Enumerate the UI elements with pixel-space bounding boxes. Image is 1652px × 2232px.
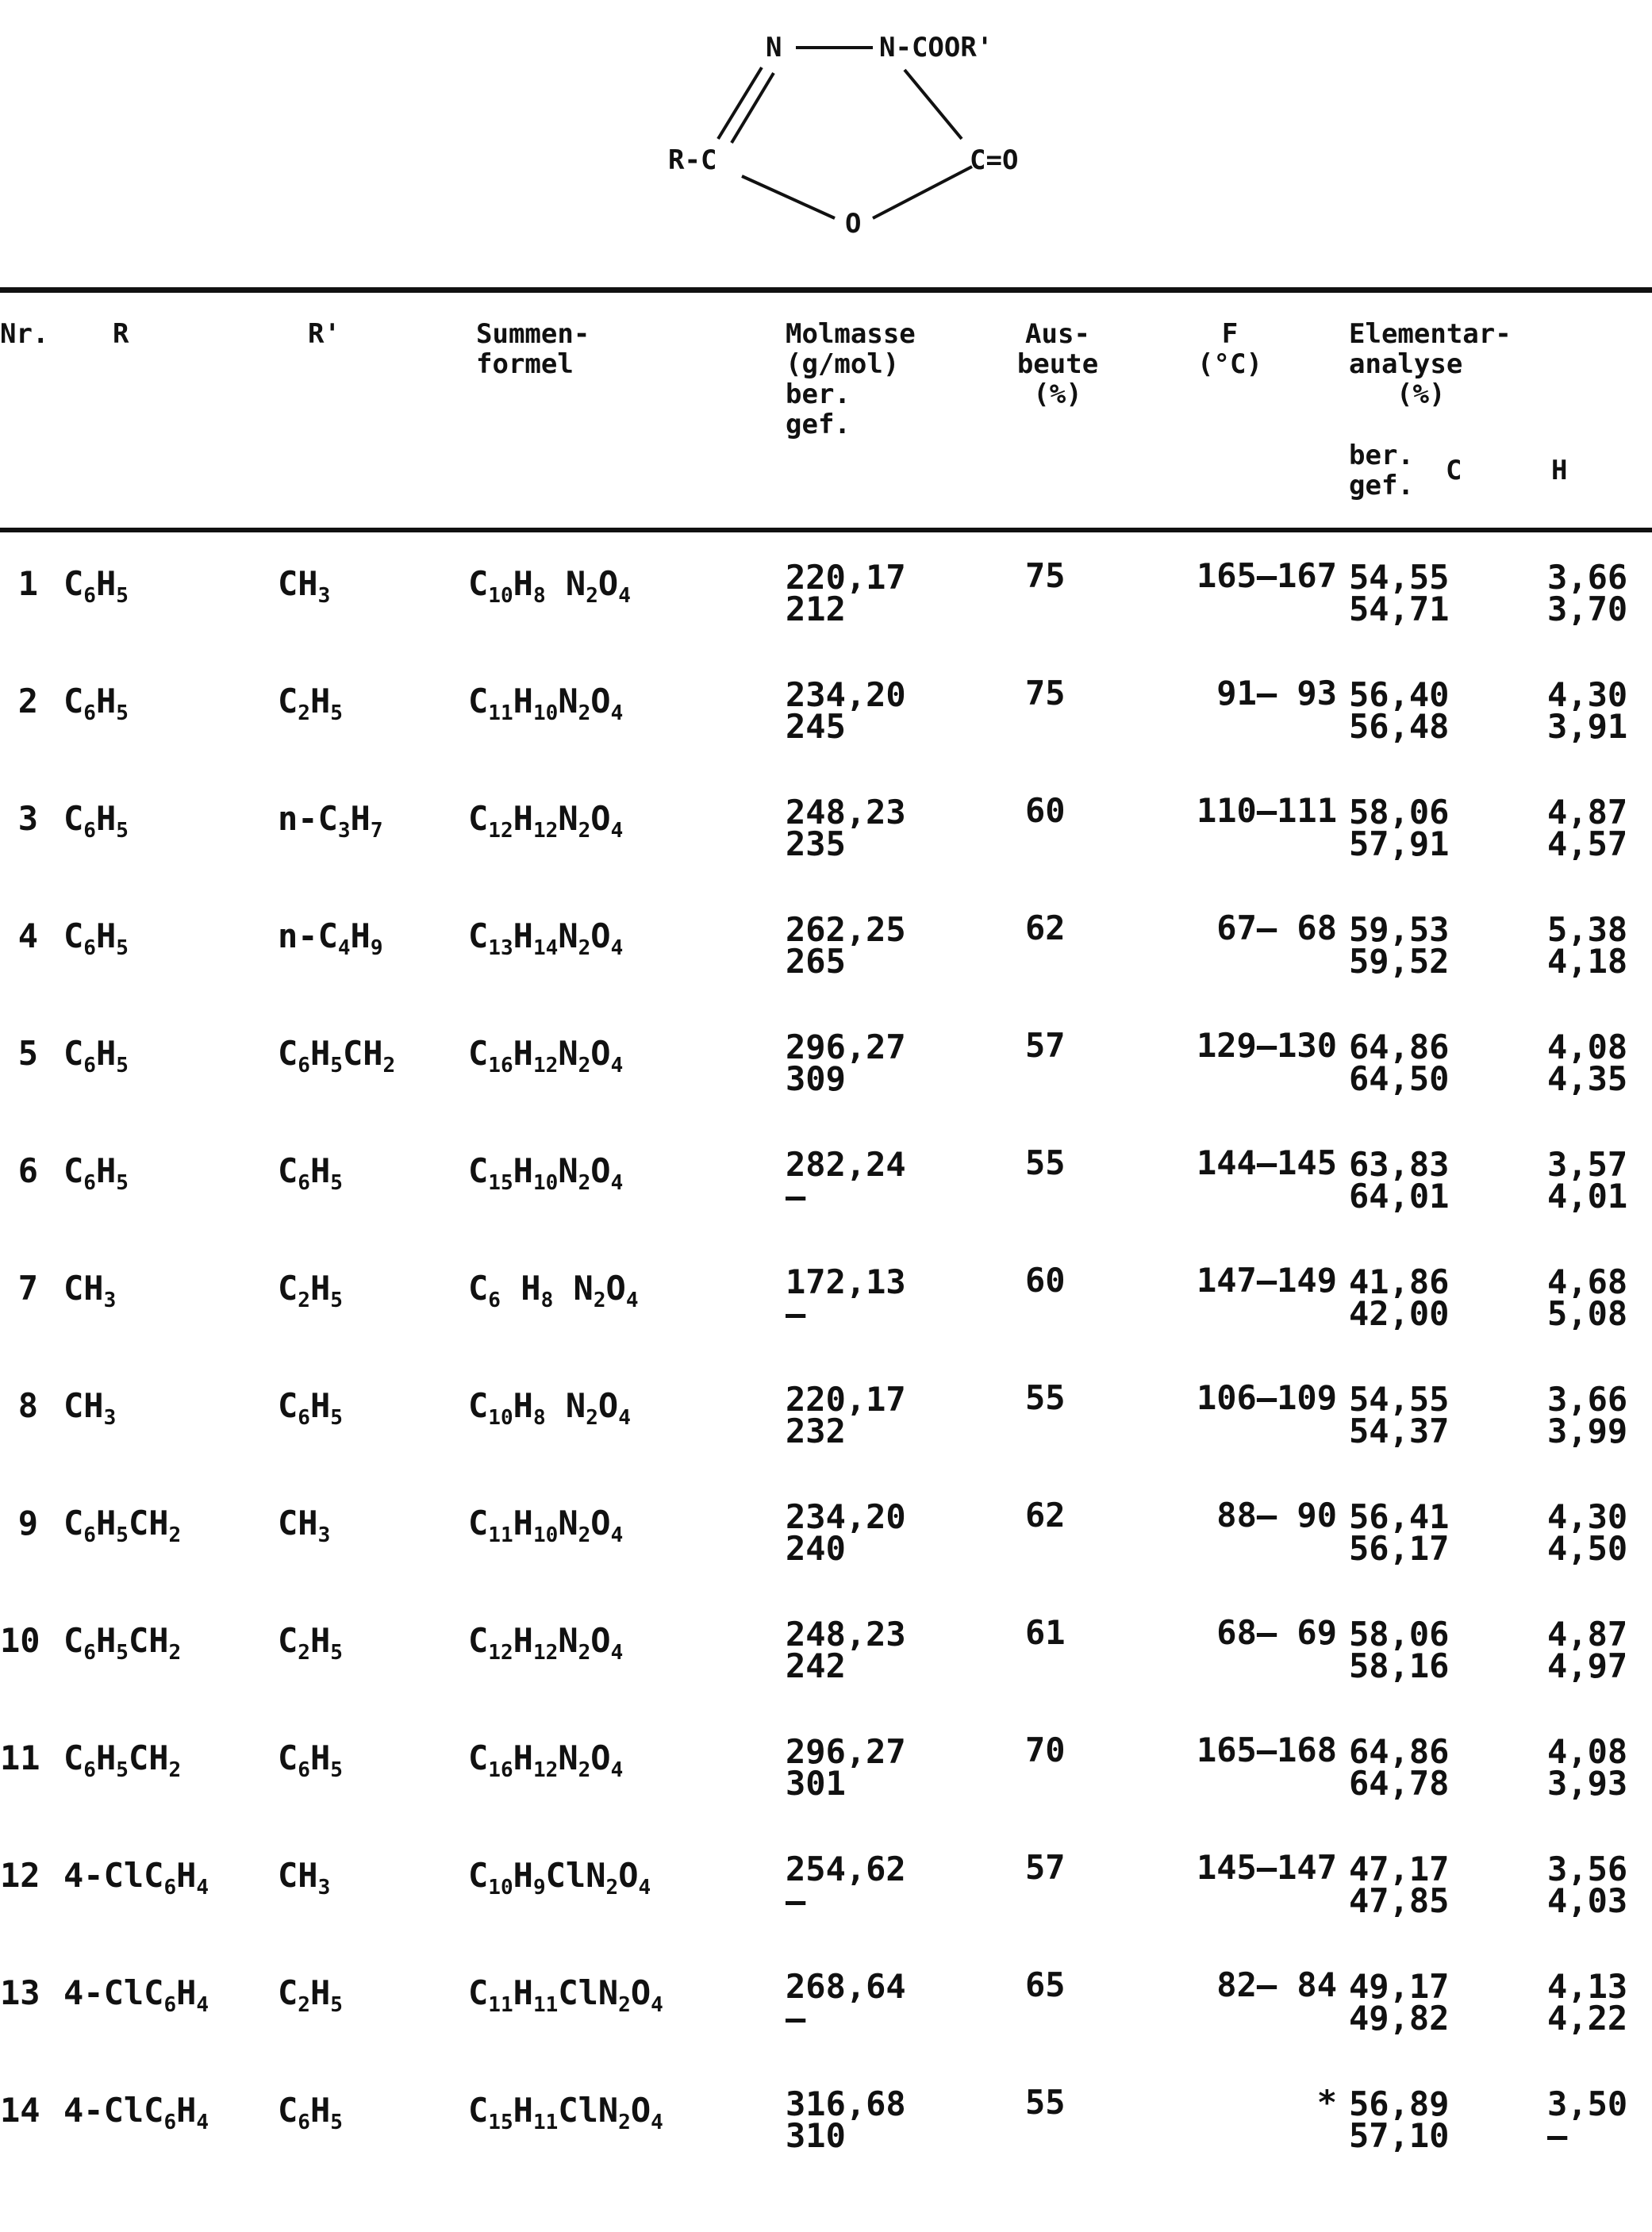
cell-c: 63,83 64,01: [1349, 1145, 1450, 1216]
cell-r: $C_6H_5$: [63, 564, 129, 609]
cell-c: 54,55 54,37: [1349, 1380, 1450, 1450]
cell-r: $C_6H_5CH_2$: [63, 1738, 182, 1783]
cell-formula: $C_{12}H_{12}N_2O_4$: [468, 799, 624, 843]
cell-formula: $C_{16}H_{12}N_2O_4$: [468, 1738, 624, 1783]
cell-molmass: 234,20 245: [786, 675, 906, 746]
cell-formula: $C_{15}H_{11}ClN_2O_4$: [468, 2091, 663, 2135]
cell-c: 49,17 49,82: [1349, 1967, 1450, 2038]
cell-r: $CH_3$: [63, 1386, 117, 1431]
cell-formula: $C_{15}H_{10}N_2O_4$: [468, 1151, 624, 1196]
cell-melting-point: 67– 68: [1216, 909, 1337, 947]
cell-yield: 75: [1025, 674, 1066, 713]
cell-yield: 55: [1025, 1143, 1066, 1182]
header-h: H: [1551, 455, 1568, 486]
cell-r-prime: $C_6H_5CH_2$: [278, 1034, 396, 1078]
cell-r-prime: $C_6H_5$: [278, 1151, 343, 1196]
cell-r-prime: $C_2H_5$: [278, 1973, 343, 2018]
cell-nr: 8: [17, 1386, 38, 1425]
cell-yield: 62: [1025, 909, 1066, 947]
cell-r: $4-ClC_6H_4$: [63, 1856, 209, 1900]
cell-molmass: 220,17 212: [786, 558, 906, 628]
cell-melting-point: 144–145: [1196, 1143, 1337, 1182]
cell-molmass: 268,64 –: [786, 1967, 906, 2038]
cell-c: 64,86 64,78: [1349, 1732, 1450, 1803]
cell-nr: 14: [0, 2091, 40, 2130]
table-top-rule: [0, 287, 1652, 293]
cell-melting-point: 129–130: [1196, 1026, 1337, 1065]
cell-c: 56,41 56,17: [1349, 1497, 1450, 1568]
cell-formula: $C_{16}H_{12}N_2O_4$: [468, 1034, 624, 1078]
cell-molmass: 172,13 –: [786, 1262, 906, 1333]
cell-h: 5,38 4,18: [1547, 910, 1628, 981]
header-yield: Aus- beute (%): [1016, 318, 1099, 410]
cell-melting-point: 165–167: [1196, 556, 1337, 595]
cell-h: 4,13 4,22: [1547, 1967, 1628, 2038]
header-elemental-analysis: Elementar- analyse (%): [1349, 318, 1512, 410]
header-nr: Nr.: [0, 318, 49, 350]
bond-o-co: [873, 167, 972, 218]
cell-nr: 2: [17, 682, 38, 720]
cell-h: 4,08 3,93: [1547, 1732, 1628, 1803]
cell-molmass: 282,24 –: [786, 1145, 906, 1216]
header-r: R: [113, 318, 129, 350]
bond-n-co: [905, 70, 962, 139]
cell-r: $C_6H_5$: [63, 799, 129, 843]
cell-yield: 65: [1025, 1965, 1066, 2004]
cell-formula: $C_6$ $H_8$ $N_2O_4$: [468, 1269, 639, 1313]
bond-c-o: [742, 176, 835, 218]
cell-h: 3,50 –: [1547, 2084, 1628, 2155]
cell-r-prime: $C_2H_5$: [278, 1269, 343, 1313]
cell-nr: 12: [0, 1856, 40, 1895]
cell-melting-point: 145–147: [1196, 1848, 1337, 1887]
cell-formula: $C_{10}H_8$ $N_2O_4$: [468, 1386, 631, 1431]
cell-molmass: 234,20 240: [786, 1497, 906, 1568]
cell-r: $4-ClC_6H_4$: [63, 2091, 209, 2135]
cell-formula: $C_{10}H_9ClN_2O_4$: [468, 1856, 651, 1900]
cell-nr: 13: [0, 1973, 40, 2012]
header-r-prime: R': [308, 318, 340, 350]
cell-c: 59,53 59,52: [1349, 910, 1450, 981]
cell-c: 64,86 64,50: [1349, 1028, 1450, 1098]
cell-yield: 57: [1025, 1026, 1066, 1065]
cell-r-prime: $CH_3$: [278, 1856, 331, 1900]
cell-molmass: 248,23 242: [786, 1615, 906, 1685]
cell-molmass: 296,27 309: [786, 1028, 906, 1098]
cell-melting-point: 110–111: [1196, 791, 1337, 830]
cell-h: 4,30 4,50: [1547, 1497, 1628, 1568]
cell-molmass: 248,23 235: [786, 793, 906, 863]
atom-o: O: [845, 208, 862, 240]
cell-c: 54,55 54,71: [1349, 558, 1450, 628]
cell-formula: $C_{11}H_{11}ClN_2O_4$: [468, 1973, 663, 2018]
cell-yield: 55: [1025, 2083, 1066, 2122]
cell-r-prime: $C_6H_5$: [278, 1738, 343, 1783]
structure-bonds: [0, 0, 1652, 270]
cell-nr: 1: [17, 564, 38, 603]
cell-nr: 11: [0, 1738, 40, 1777]
cell-r-prime: $C_6H_5$: [278, 2091, 343, 2135]
cell-yield: 57: [1025, 1848, 1066, 1887]
cell-h: 4,68 5,08: [1547, 1262, 1628, 1333]
cell-r: $C_6H_5CH_2$: [63, 1504, 182, 1548]
cell-r: $CH_3$: [63, 1269, 117, 1313]
cell-h: 4,87 4,97: [1547, 1615, 1628, 1685]
cell-r-prime: $CH_3$: [278, 1504, 331, 1548]
cell-formula: $C_{12}H_{12}N_2O_4$: [468, 1621, 624, 1665]
cell-c: 58,06 58,16: [1349, 1615, 1450, 1685]
cell-r-prime: $C_2H_5$: [278, 682, 343, 726]
cell-melting-point: 91– 93: [1216, 674, 1337, 713]
cell-yield: 60: [1025, 791, 1066, 830]
cell-r: $C_6H_5$: [63, 1151, 129, 1196]
header-ber-gef: ber. gef.: [1349, 440, 1414, 501]
atom-n1: N: [766, 32, 782, 63]
cell-nr: 5: [17, 1034, 38, 1073]
cell-h: 4,30 3,91: [1547, 675, 1628, 746]
cell-formula: $C_{11}H_{10}N_2O_4$: [468, 1504, 624, 1548]
cell-molmass: 262,25 265: [786, 910, 906, 981]
header-molmass: Molmasse (g/mol) ber. gef.: [786, 318, 916, 440]
cell-r: $C_6H_5$: [63, 1034, 129, 1078]
cell-nr: 10: [0, 1621, 40, 1660]
cell-c: 56,89 57,10: [1349, 2084, 1450, 2155]
cell-nr: 3: [17, 799, 38, 838]
cell-molmass: 296,27 301: [786, 1732, 906, 1803]
cell-melting-point: 68– 69: [1216, 1613, 1337, 1652]
atom-c-o: C=O: [970, 144, 1019, 176]
cell-h: 3,57 4,01: [1547, 1145, 1628, 1216]
cell-formula: $C_{10}H_8$ $N_2O_4$: [468, 564, 631, 609]
cell-melting-point: 82– 84: [1216, 1965, 1337, 2004]
cell-r: $C_6H_5$: [63, 916, 129, 961]
cell-yield: 61: [1025, 1613, 1066, 1652]
cell-r: $C_6H_5$: [63, 682, 129, 726]
cell-nr: 9: [17, 1504, 38, 1542]
header-formula: Summen- formel: [476, 318, 590, 380]
cell-r-prime: $CH_3$: [278, 564, 331, 609]
cell-h: 3,56 4,03: [1547, 1850, 1628, 1920]
cell-melting-point: 147–149: [1196, 1261, 1337, 1300]
cell-c: 41,86 42,00: [1349, 1262, 1450, 1333]
cell-nr: 4: [17, 916, 38, 955]
cell-molmass: 316,68 310: [786, 2084, 906, 2155]
cell-h: 4,08 4,35: [1547, 1028, 1628, 1098]
cell-c: 58,06 57,91: [1349, 793, 1450, 863]
header-c: C: [1446, 455, 1462, 486]
cell-yield: 55: [1025, 1378, 1066, 1417]
cell-r: $4-ClC_6H_4$: [63, 1973, 209, 2018]
cell-melting-point: 165–168: [1196, 1731, 1337, 1769]
cell-c: 47,17 47,85: [1349, 1850, 1450, 1920]
cell-molmass: 254,62 –: [786, 1850, 906, 1920]
header-bottom-rule: [0, 528, 1652, 532]
cell-r: $C_6H_5CH_2$: [63, 1621, 182, 1665]
cell-melting-point: *: [1316, 2083, 1337, 2122]
cell-melting-point: 106–109: [1196, 1378, 1337, 1417]
cell-r-prime: $C_2H_5$: [278, 1621, 343, 1665]
cell-yield: 60: [1025, 1261, 1066, 1300]
cell-melting-point: 88– 90: [1216, 1496, 1337, 1535]
cell-formula: $C_{11}H_{10}N_2O_4$: [468, 682, 624, 726]
cell-molmass: 220,17 232: [786, 1380, 906, 1450]
cell-h: 3,66 3,70: [1547, 558, 1628, 628]
cell-c: 56,40 56,48: [1349, 675, 1450, 746]
cell-r-prime: $C_6H_5$: [278, 1386, 343, 1431]
cell-r-prime: $n-C_4H_9$: [278, 916, 383, 961]
cell-r-prime: $n-C_3H_7$: [278, 799, 383, 843]
cell-nr: 6: [17, 1151, 38, 1190]
cell-nr: 7: [17, 1269, 38, 1308]
cell-yield: 75: [1025, 556, 1066, 595]
atom-n-coor: N-COOR': [879, 32, 993, 63]
cell-yield: 62: [1025, 1496, 1066, 1535]
cell-yield: 70: [1025, 1731, 1066, 1769]
cell-formula: $C_{13}H_{14}N_2O_4$: [468, 916, 624, 961]
cell-h: 3,66 3,99: [1547, 1380, 1628, 1450]
cell-h: 4,87 4,57: [1547, 793, 1628, 863]
header-melting-point: F (°C): [1197, 318, 1262, 380]
atom-r-c: R-C: [668, 144, 717, 176]
